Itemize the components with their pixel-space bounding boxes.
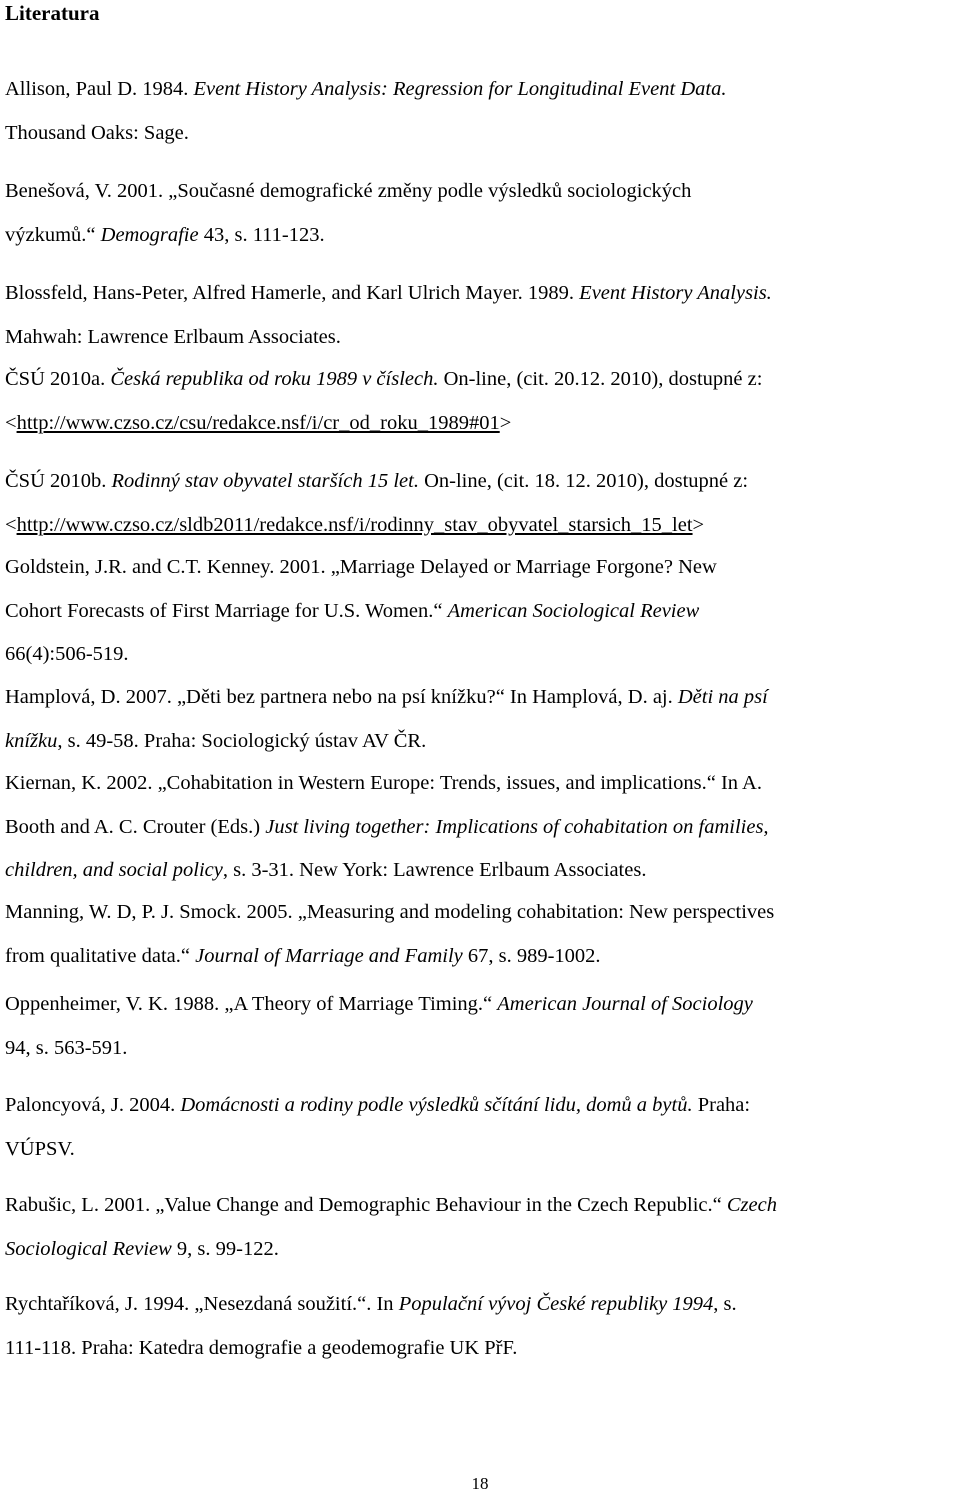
reference-entry <box>5 460 959 547</box>
reference-text: Rabušic, L. 2001. „Value Change and Demographic Behaviour in the Czech Republic.“ <box>5 1194 727 1216</box>
italic-title: Sociological Review <box>5 1237 172 1260</box>
reference-text: 43, s. 111-123. <box>198 223 325 246</box>
reference-text: Mahwah: Lawrence Erlbaum Associates. <box>5 325 341 348</box>
reference-line <box>5 1283 959 1327</box>
italic-title: American Journal of Sociology <box>497 993 753 1015</box>
reference-line <box>5 358 959 402</box>
reference-line <box>5 676 959 720</box>
reference-line <box>5 806 959 850</box>
italic-title: Czech <box>726 1194 777 1216</box>
reference-text: On-line, (cit. 18. 12. 2010), dostupné z: <box>418 470 749 492</box>
reference-entry <box>5 1084 959 1171</box>
reference-text: Manning, W. D, P. J. Smock. 2005. „Measuring and modeling cohabitation: New perspectives <box>5 901 775 923</box>
reference-text: Paloncyová, J. 2004. <box>5 1094 181 1116</box>
reference-line <box>5 546 959 590</box>
italic-title: Děti na psí <box>677 686 768 708</box>
reference-text: Thousand Oaks: Sage. <box>5 121 189 144</box>
reference-text: VÚPSV. <box>5 1137 75 1160</box>
reference-text: , s. <box>713 1293 737 1315</box>
reference-text: Blossfeld, Hans-Peter, Alfred Hamerle, and Karl Ulrich Mayer. 1989. <box>5 282 580 304</box>
reference-line <box>5 935 959 979</box>
reference-line <box>5 112 959 156</box>
reference-text: Hamplová, D. 2007. „Děti bez partnera nebo na psí knížku?“ In Hamplová, D. aj. <box>5 686 678 708</box>
reference-entry <box>5 983 959 1070</box>
reference-line <box>5 460 959 504</box>
reference-text: from qualitative data.“ <box>5 944 196 967</box>
reference-entry <box>5 170 959 257</box>
reference-link[interactable]: http://www.czso.cz/sldb2011/redakce.nsf/i/rodinny_stav_obyvatel_starsich_15_let <box>16 513 693 536</box>
reference-line <box>5 170 959 214</box>
reference-text: Allison, Paul D. 1984. <box>5 78 194 100</box>
reference-text: Booth and A. C. Crouter (Eds.) <box>5 815 266 838</box>
reference-line <box>5 504 959 548</box>
reference-entry <box>5 358 959 445</box>
reference-text: > <box>499 411 512 434</box>
reference-line <box>5 402 959 446</box>
reference-line <box>5 1128 959 1172</box>
reference-entry <box>5 676 959 763</box>
reference-entry <box>5 272 959 359</box>
reference-text: Kiernan, K. 2002. „Cohabitation in Western Europe: Trends, issues, and implications.“ In A. <box>5 772 762 794</box>
reference-entry <box>5 1283 959 1370</box>
reference-line <box>5 1327 959 1371</box>
reference-text: > <box>692 513 705 536</box>
italic-title: knížku <box>5 729 58 752</box>
italic-title: Just living together: Implications of cohabitation on families, <box>265 815 769 838</box>
italic-title: Česká republika od roku 1989 v číslech. <box>110 368 439 390</box>
reference-text: Rychtaříková, J. 1994. „Nesezdaná soužití.“. In <box>5 1293 399 1315</box>
reference-line <box>5 316 959 360</box>
reference-text: Benešová, V. 2001. „Současné demografické změny podle výsledků sociologických <box>5 180 692 202</box>
reference-line <box>5 590 959 634</box>
italic-title: Rodinný stav obyvatel starších 15 let. <box>111 470 419 492</box>
reference-text: , s. 3-31. New York: Lawrence Erlbaum Associates. <box>222 859 647 881</box>
reference-line <box>5 633 959 677</box>
reference-text: < <box>5 411 17 434</box>
reference-line <box>5 720 959 764</box>
italic-title: Event History Analysis. <box>579 282 772 304</box>
reference-entry <box>5 68 959 155</box>
reference-line <box>5 891 959 935</box>
reference-text: Goldstein, J.R. and C.T. Kenney. 2001. „Marriage Delayed or Marriage Forgone? New <box>5 556 717 578</box>
reference-line <box>5 1084 959 1128</box>
reference-entry <box>5 1184 959 1271</box>
reference-text: 67, s. 989-1002. <box>462 944 601 967</box>
italic-title: children, and social policy <box>5 859 223 881</box>
reference-text: 9, s. 99-122. <box>171 1237 279 1260</box>
reference-text: 94, s. 563-591. <box>5 1036 128 1059</box>
reference-line <box>5 68 959 112</box>
section-heading: Literatura <box>5 1 100 25</box>
reference-text: výzkumů.“ <box>5 223 101 246</box>
reference-text: Cohort Forecasts of First Marriage for U.S. Women.“ <box>5 599 448 622</box>
italic-title: American Sociological Review <box>447 599 700 622</box>
reference-entry <box>5 546 959 677</box>
reference-line <box>5 983 959 1027</box>
italic-title: Journal of Marriage and Family <box>195 944 463 967</box>
reference-line <box>5 1228 959 1272</box>
reference-line <box>5 762 959 806</box>
reference-line <box>5 849 959 893</box>
reference-entry <box>5 891 959 978</box>
reference-text: Praha: <box>692 1094 751 1116</box>
page-number: 18 <box>471 1474 489 1493</box>
reference-text: 66(4):506-519. <box>5 643 129 665</box>
reference-line <box>5 272 959 316</box>
reference-line <box>5 1184 959 1228</box>
reference-text: , s. 49-58. Praha: Sociologický ústav AV ČR. <box>57 729 427 752</box>
reference-text: Oppenheimer, V. K. 1988. „A Theory of Marriage Timing.“ <box>5 993 498 1015</box>
reference-line <box>5 214 959 258</box>
italic-title: Domácnosti a rodiny podle výsledků sčítání lidu, domů a bytů. <box>180 1094 693 1116</box>
reference-link[interactable]: http://www.czso.cz/csu/redakce.nsf/i/cr_od_roku_1989#01 <box>16 411 500 434</box>
reference-text: ČSÚ 2010a. <box>5 368 111 390</box>
reference-line <box>5 1027 959 1071</box>
italic-title: Demografie <box>100 223 199 246</box>
italic-title: Populační vývoj České republiky 1994 <box>398 1293 714 1315</box>
reference-text: < <box>5 513 17 536</box>
reference-text: 111-118. Praha: Katedra demografie a geodemografie UK PřF. <box>5 1336 518 1359</box>
italic-title: Event History Analysis: Regression for Longitudinal Event Data. <box>193 78 727 100</box>
reference-text: ČSÚ 2010b. <box>5 470 112 492</box>
reference-text: On-line, (cit. 20.12. 2010), dostupné z: <box>438 368 763 390</box>
reference-entry <box>5 762 959 893</box>
